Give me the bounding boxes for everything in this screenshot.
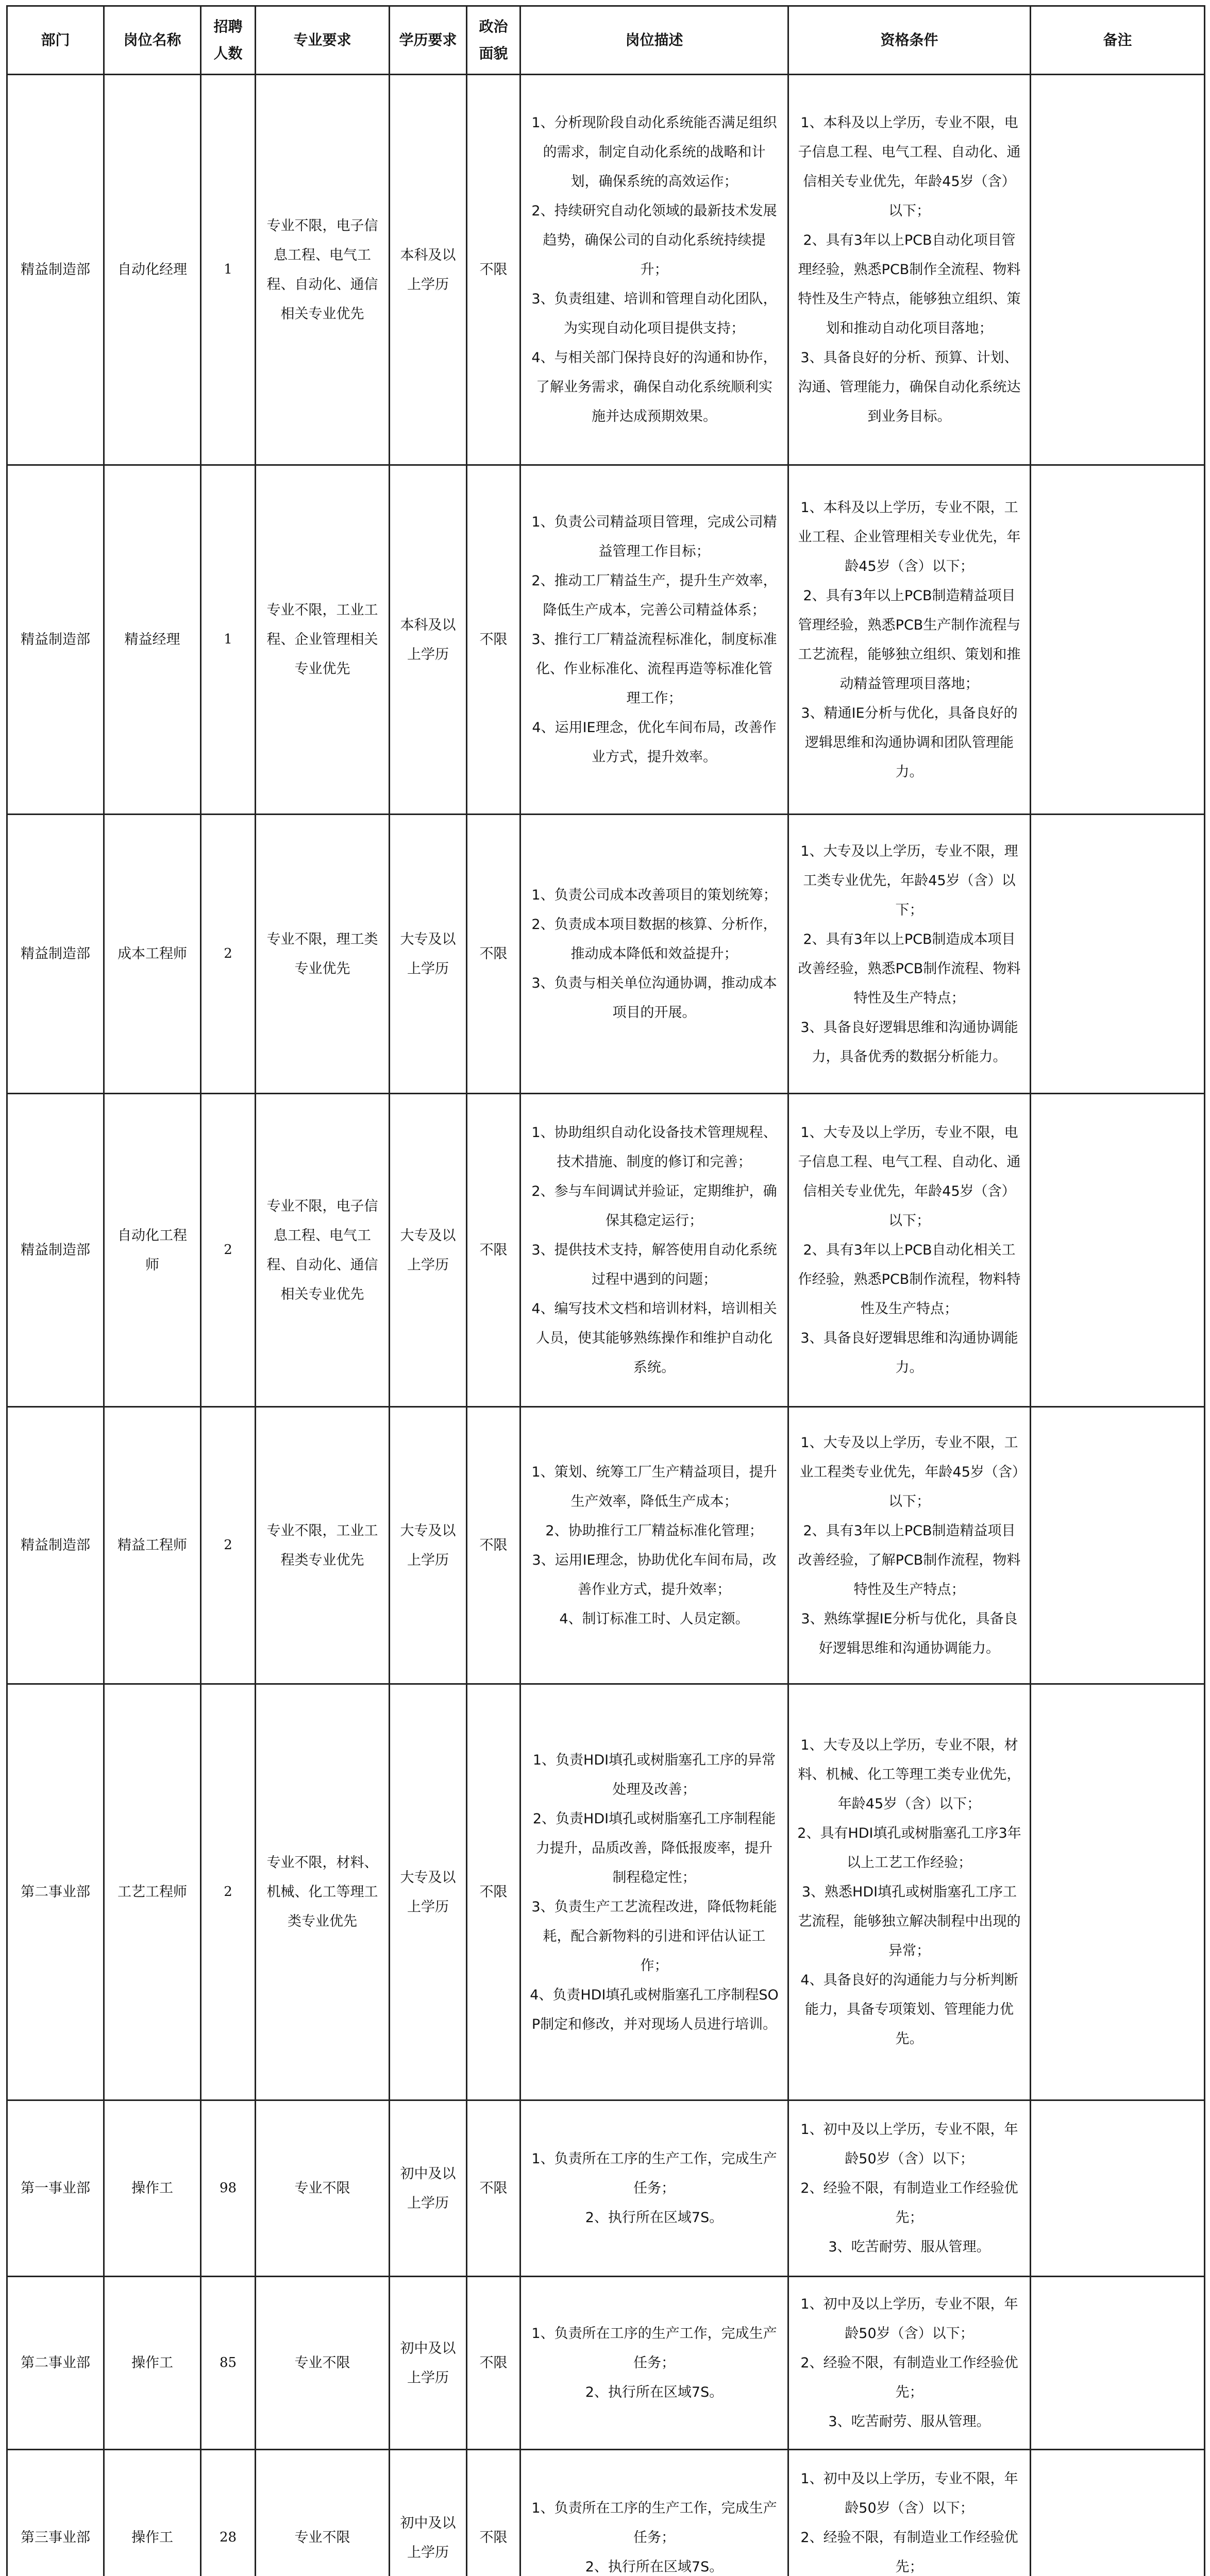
desc-line: 3、运用IE理念，协助优化车间布局，改善作业方式，提升效率； bbox=[532, 1552, 777, 1598]
dept-cell: 第二事业部 bbox=[7, 2277, 104, 2450]
title-cell: 工艺工程师 bbox=[104, 1684, 201, 2100]
desc-line: 1、协助组织自动化设备技术管理规程、技术措施、制度的修订和完善； bbox=[531, 1125, 777, 1170]
major-cell: 专业不限 bbox=[256, 2100, 390, 2277]
qual-line: 2、经验不限，有制造业工作经验优先； bbox=[800, 2180, 1018, 2226]
table-row bbox=[7, 815, 1205, 1094]
desc-line: 4、负责HDI填孔或树脂塞孔工序制程SOP制定和修改，并对现场人员进行培训。 bbox=[530, 1987, 779, 2032]
qual-line: 3、精通IE分析与优化，具备良好的逻辑思维和沟通协调和团队管理能力。 bbox=[801, 705, 1018, 780]
qual-line: 3、熟悉HDI填孔或树脂塞孔工序工艺流程，能够独立解决制程中出现的异常； bbox=[798, 1884, 1021, 1959]
qual-cell bbox=[788, 2450, 1031, 2576]
qual-line: 4、具备良好的沟通能力与分析判断能力，具备专项策划、管理能力优先。 bbox=[800, 1972, 1018, 2047]
qual-line: 2、具有3年以上PCB制造精益项目管理经验，熟悉PCB生产制作流程与工艺流程，能够独立组织、策划和推动精益管理项目落地； bbox=[798, 587, 1021, 692]
table-row bbox=[7, 2450, 1205, 2576]
major-cell: 专业不限 bbox=[256, 2450, 390, 2576]
desc-line: 3、提供技术支持，解答使用自动化系统过程中遇到的问题； bbox=[531, 1242, 777, 1287]
edu-cell: 大专及以上学历 bbox=[390, 1094, 467, 1407]
qual-cell bbox=[788, 465, 1031, 815]
desc-line: 3、负责生产工艺流程改进，降低物耗能耗，配合新物料的引进和评估认证工作； bbox=[531, 1899, 777, 1974]
edu-cell: 初中及以上学历 bbox=[390, 2100, 467, 2277]
desc-line: 1、负责所在工序的生产工作，完成生产任务； bbox=[531, 2500, 777, 2546]
dept-cell: 精益制造部 bbox=[7, 75, 104, 465]
qual-line: 1、初中及以上学历，专业不限，年龄50岁（含）以下； bbox=[800, 2122, 1018, 2167]
desc-line: 1、负责所在工序的生产工作，完成生产任务； bbox=[531, 2326, 777, 2371]
dept-cell: 第二事业部 bbox=[7, 1684, 104, 2100]
header-dept: 部门 bbox=[7, 6, 104, 75]
qual-line: 2、经验不限，有制造业工作经验优先； bbox=[800, 2355, 1018, 2400]
desc-line: 2、推动工厂精益生产，提升生产效率，降低生产成本，完善公司精益体系； bbox=[531, 573, 777, 618]
desc-cell bbox=[520, 465, 788, 815]
desc-line: 2、负责成本项目数据的核算、分析作，推动成本降低和效益提升； bbox=[531, 917, 777, 962]
edu-cell: 初中及以上学历 bbox=[390, 2277, 467, 2450]
qual-line: 2、具有3年以上PCB制造精益项目改善经验，了解PCB制作流程，物料特性及生产特点； bbox=[798, 1522, 1021, 1598]
desc-cell bbox=[520, 1684, 788, 2100]
qual-line: 3、具备良好逻辑思维和沟通协调能力。 bbox=[800, 1330, 1018, 1376]
count-cell: 2 bbox=[201, 1407, 256, 1684]
title-cell: 成本工程师 bbox=[104, 815, 201, 1094]
table-row bbox=[7, 465, 1205, 815]
header-politics: 政治面貌 bbox=[467, 6, 520, 75]
desc-line: 3、负责组建、培训和管理自动化团队，为实现自动化项目提供支持； bbox=[531, 291, 777, 336]
header-edu: 学历要求 bbox=[390, 6, 467, 75]
qual-cell bbox=[788, 2100, 1031, 2277]
qual-line: 1、大专及以上学历，专业不限，电子信息工程、电气工程、自动化、通信相关专业优先，年龄45岁（含）以下； bbox=[798, 1125, 1021, 1229]
desc-cell bbox=[520, 2277, 788, 2450]
table-row bbox=[7, 1094, 1205, 1407]
major-cell: 专业不限，理工类专业优先 bbox=[256, 815, 390, 1094]
title-cell: 操作工 bbox=[104, 2100, 201, 2277]
desc-line: 2、负责HDI填孔或树脂塞孔工序制程能力提升，品质改善，降低报废率，提升制程稳定性； bbox=[532, 1810, 776, 1886]
title-cell: 操作工 bbox=[104, 2277, 201, 2450]
qual-line: 1、大专及以上学历，专业不限，理工类专业优先，年龄45岁（含）以下； bbox=[800, 843, 1018, 918]
major-cell: 专业不限，工业工程、企业管理相关专业优先 bbox=[256, 465, 390, 815]
qual-line: 1、本科及以上学历，专业不限，工业工程、企业管理相关专业优先，年龄45岁（含）以下； bbox=[798, 499, 1021, 574]
edu-cell: 本科及以上学历 bbox=[390, 75, 467, 465]
desc-line: 4、制订标准工时、人员定额。 bbox=[559, 1611, 749, 1627]
count-cell: 98 bbox=[201, 2100, 256, 2277]
qual-line: 1、初中及以上学历，专业不限，年龄50岁（含）以下； bbox=[800, 2296, 1018, 2342]
qual-cell bbox=[788, 815, 1031, 1094]
note-cell bbox=[1031, 1684, 1205, 2100]
table-row bbox=[7, 1407, 1205, 1684]
recruitment-table-container bbox=[6, 5, 1204, 2576]
count-cell: 85 bbox=[201, 2277, 256, 2450]
qual-cell bbox=[788, 1094, 1031, 1407]
title-cell: 自动化工程师 bbox=[104, 1094, 201, 1407]
desc-line: 2、执行所在区域7S。 bbox=[585, 2384, 724, 2400]
title-cell: 精益经理 bbox=[104, 465, 201, 815]
major-cell: 专业不限，电子信息工程、电气工程、自动化、通信相关专业优先 bbox=[256, 1094, 390, 1407]
note-cell bbox=[1031, 2277, 1205, 2450]
qual-line: 2、具有3年以上PCB自动化项目管理经验，熟悉PCB制作全流程、物料特性及生产特点，能够独立组织、策划和推动自动化项目落地； bbox=[798, 232, 1021, 336]
title-cell: 自动化经理 bbox=[104, 75, 201, 465]
qual-cell bbox=[788, 75, 1031, 465]
desc-cell bbox=[520, 75, 788, 465]
desc-cell bbox=[520, 1407, 788, 1684]
count-cell: 28 bbox=[201, 2450, 256, 2576]
count-cell: 1 bbox=[201, 75, 256, 465]
header-major: 专业要求 bbox=[256, 6, 390, 75]
qual-line: 1、初中及以上学历，专业不限，年龄50岁（含）以下； bbox=[800, 2471, 1018, 2516]
count-cell: 1 bbox=[201, 465, 256, 815]
major-cell: 专业不限，电子信息工程、电气工程、自动化、通信相关专业优先 bbox=[256, 75, 390, 465]
dept-cell: 精益制造部 bbox=[7, 815, 104, 1094]
recruitment-table bbox=[6, 5, 1205, 2576]
note-cell bbox=[1031, 465, 1205, 815]
table-row bbox=[7, 75, 1205, 465]
table-row bbox=[7, 2100, 1205, 2277]
major-cell: 专业不限，材料、机械、化工等理工类专业优先 bbox=[256, 1684, 390, 2100]
desc-line: 1、负责公司精益项目管理，完成公司精益管理工作目标； bbox=[531, 514, 777, 560]
qual-line: 1、大专及以上学历，专业不限，材料、机械、化工等理工类专业优先，年龄45岁（含）以下； bbox=[798, 1737, 1021, 1812]
qual-line: 3、吃苦耐劳、服从管理。 bbox=[828, 2239, 990, 2255]
desc-cell bbox=[520, 1094, 788, 1407]
desc-cell bbox=[520, 2100, 788, 2277]
major-cell: 专业不限，工业工程类专业优先 bbox=[256, 1407, 390, 1684]
politics-cell: 不限 bbox=[467, 465, 520, 815]
table-body bbox=[7, 75, 1205, 2576]
header-row bbox=[7, 6, 1205, 75]
politics-cell: 不限 bbox=[467, 2450, 520, 2576]
desc-cell bbox=[520, 815, 788, 1094]
qual-line: 1、本科及以上学历，专业不限，电子信息工程、电气工程、自动化、通信相关专业优先，年龄45岁（含）以下； bbox=[798, 115, 1021, 219]
header-qual: 资格条件 bbox=[788, 6, 1031, 75]
edu-cell: 大专及以上学历 bbox=[390, 1407, 467, 1684]
politics-cell: 不限 bbox=[467, 815, 520, 1094]
desc-line: 2、协助推行工厂精益标准化管理； bbox=[545, 1522, 763, 1539]
qual-line: 3、具备良好逻辑思维和沟通协调能力，具备优秀的数据分析能力。 bbox=[800, 1019, 1018, 1065]
qual-line: 3、熟练掌握IE分析与优化，具备良好逻辑思维和沟通协调能力。 bbox=[801, 1611, 1018, 1656]
edu-cell: 本科及以上学历 bbox=[390, 465, 467, 815]
header-desc: 岗位描述 bbox=[520, 6, 788, 75]
qual-line: 1、大专及以上学历，专业不限，工业工程类专业优先，年龄45岁（含）以下； bbox=[799, 1434, 1019, 1510]
edu-cell: 大专及以上学历 bbox=[390, 815, 467, 1094]
desc-line: 2、执行所在区域7S。 bbox=[585, 2210, 724, 2226]
qual-line: 3、吃苦耐劳、服从管理。 bbox=[828, 2414, 990, 2430]
desc-line: 1、分析现阶段自动化系统能否满足组织的需求，制定自动化系统的战略和计划，确保系统的高效运作； bbox=[531, 115, 777, 190]
qual-line: 2、具有3年以上PCB制造成本项目改善经验，熟悉PCB制作流程、物料特性及生产特点； bbox=[798, 931, 1021, 1006]
desc-line: 1、负责公司成本改善项目的策划统筹； bbox=[531, 887, 777, 903]
desc-line: 4、编写技术文档和培训材料，培训相关人员，使其能够熟练操作和维护自动化系统。 bbox=[531, 1301, 777, 1376]
dept-cell: 精益制造部 bbox=[7, 465, 104, 815]
count-cell: 2 bbox=[201, 1684, 256, 2100]
dept-cell: 精益制造部 bbox=[7, 1094, 104, 1407]
desc-line: 2、执行所在区域7S。 bbox=[585, 2559, 724, 2575]
politics-cell: 不限 bbox=[467, 1684, 520, 2100]
major-cell: 专业不限 bbox=[256, 2277, 390, 2450]
politics-cell: 不限 bbox=[467, 2100, 520, 2277]
dept-cell: 第三事业部 bbox=[7, 2450, 104, 2576]
desc-line: 1、策划、统筹工厂生产精益项目，提升生产效率，降低生产成本； bbox=[531, 1464, 777, 1510]
desc-line: 4、与相关部门保持良好的沟通和协作，了解业务需求，确保自动化系统顺利实施并达成预期效果。 bbox=[531, 350, 777, 425]
politics-cell: 不限 bbox=[467, 1407, 520, 1684]
desc-line: 1、负责HDI填孔或树脂塞孔工序的异常处理及改善； bbox=[532, 1752, 776, 1798]
edu-cell: 大专及以上学历 bbox=[390, 1684, 467, 2100]
note-cell bbox=[1031, 2100, 1205, 2277]
edu-cell: 初中及以上学历 bbox=[390, 2450, 467, 2576]
table-row bbox=[7, 1684, 1205, 2100]
desc-line: 3、推行工厂精益流程标准化，制度标准化、作业标准化、流程再造等标准化管理工作； bbox=[531, 632, 777, 706]
qual-line: 2、具有HDI填孔或树脂塞孔工序3年以上工艺工作经验； bbox=[797, 1825, 1021, 1871]
desc-line: 2、持续研究自动化领域的最新技术发展趋势，确保公司的自动化系统持续提升； bbox=[531, 203, 777, 278]
politics-cell: 不限 bbox=[467, 75, 520, 465]
qual-cell bbox=[788, 2277, 1031, 2450]
note-cell bbox=[1031, 1094, 1205, 1407]
desc-line: 3、负责与相关单位沟通协调，推动成本项目的开展。 bbox=[531, 975, 777, 1021]
qual-line: 3、具备良好的分析、预算、计划、沟通、管理能力，确保自动化系统达到业务目标。 bbox=[798, 350, 1021, 425]
desc-cell bbox=[520, 2450, 788, 2576]
politics-cell: 不限 bbox=[467, 1094, 520, 1407]
note-cell bbox=[1031, 815, 1205, 1094]
note-cell bbox=[1031, 75, 1205, 465]
header-count: 招聘人数 bbox=[201, 6, 256, 75]
desc-line: 1、负责所在工序的生产工作，完成生产任务； bbox=[531, 2151, 777, 2196]
qual-line: 2、具有3年以上PCB自动化相关工作经验，熟悉PCB制作流程，物料特性及生产特点； bbox=[798, 1242, 1021, 1317]
qual-line: 2、经验不限，有制造业工作经验优先； bbox=[800, 2530, 1018, 2575]
dept-cell: 第一事业部 bbox=[7, 2100, 104, 2277]
note-cell bbox=[1031, 2450, 1205, 2576]
title-cell: 操作工 bbox=[104, 2450, 201, 2576]
header-note: 备注 bbox=[1031, 6, 1205, 75]
desc-line: 4、运用IE理念，优化车间布局，改善作业方式，提升效率。 bbox=[532, 720, 777, 765]
count-cell: 2 bbox=[201, 815, 256, 1094]
table-row bbox=[7, 2277, 1205, 2450]
qual-cell bbox=[788, 1407, 1031, 1684]
dept-cell: 精益制造部 bbox=[7, 1407, 104, 1684]
header-title: 岗位名称 bbox=[104, 6, 201, 75]
desc-line: 2、参与车间调试并验证，定期维护，确保其稳定运行； bbox=[531, 1183, 777, 1229]
note-cell bbox=[1031, 1407, 1205, 1684]
count-cell: 2 bbox=[201, 1094, 256, 1407]
title-cell: 精益工程师 bbox=[104, 1407, 201, 1684]
politics-cell: 不限 bbox=[467, 2277, 520, 2450]
qual-cell bbox=[788, 1684, 1031, 2100]
